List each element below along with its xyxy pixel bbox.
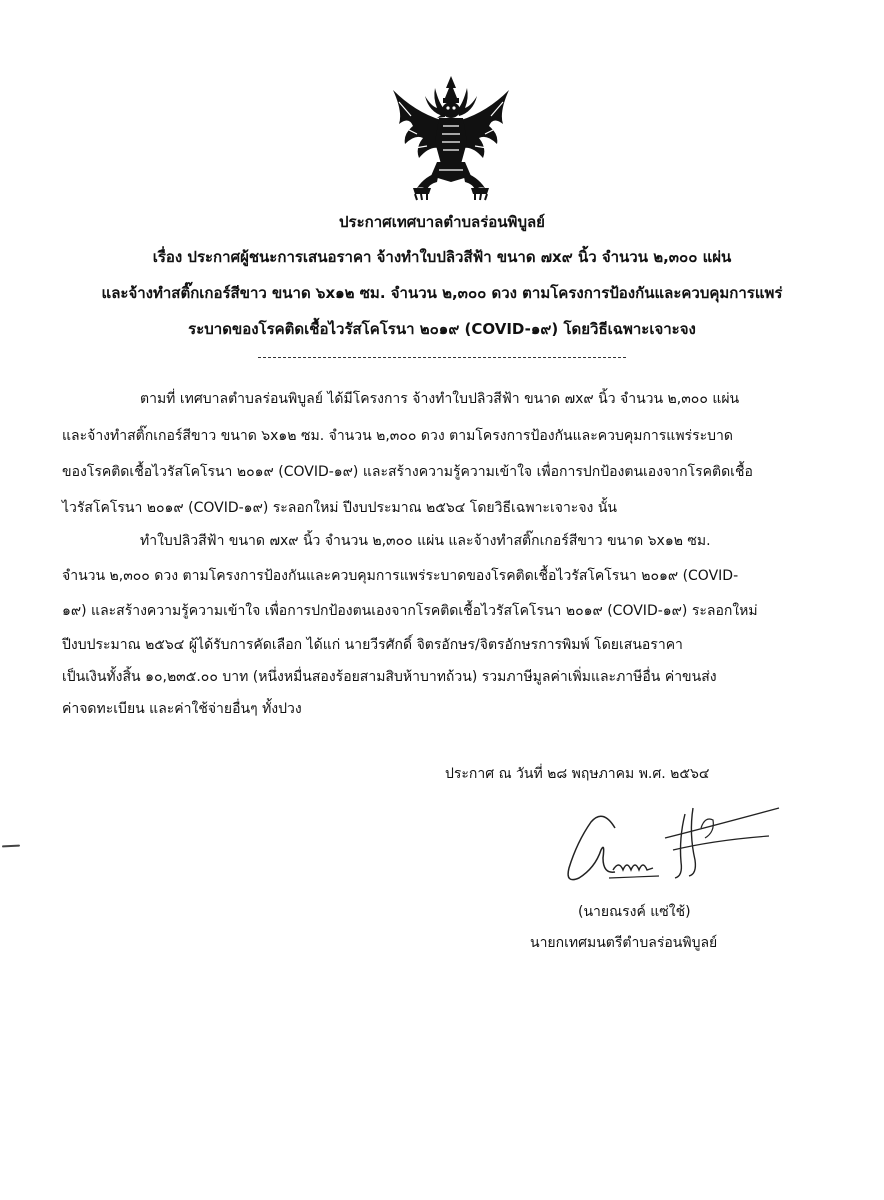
signer-title: นายกเทศมนตรีตำบลร่อนพิบูลย์ [530,935,718,951]
subject-heading-line-2: และจ้างทำสติ๊กเกอร์สีขาว ขนาด ๖x๑๒ ซม. จำนวน ๒,๓๐๐ ดวง ตามโครงการป้องกันและควบคุมการแพร่ [101,284,783,302]
paragraph-1-line: ตามที่ เทศบาลตำบลร่อนพิบูลย์ ได้มีโครงการ จ้างทำใบปลิวสีฟ้า ขนาด ๗x๙ นิ้ว จำนวน ๒,๓๐๐ แผ่น [140,391,740,407]
announcement-date: ประกาศ ณ วันที่ ๒๘ พฤษภาคม พ.ศ. ๒๕๖๔ [445,766,710,782]
divider [258,357,626,358]
scan-edge-mark [2,845,20,848]
handwritten-signature-icon [555,798,785,893]
paragraph-2-line: ค่าจดทะเบียน และค่าใช้จ่ายอื่นๆ ทั้งปวง [62,701,302,717]
paragraph-2-line: เป็นเงินทั้งสิ้น ๑๐,๒๓๕.๐๐ บาท (หนึ่งหมื่นสองร้อยสามสิบห้าบาทถ้วน) รวมภาษีมูลค่าเพิ่มและภาษีอื่น ค่าขนส่ง [62,669,717,685]
paragraph-2-line: ๑๙) และสร้างความรู้ความเข้าใจ เพื่อการปกป้องตนเองจากโรคติดเชื้อไวรัสโคโรนา ๒๐๑๙ (COVID-๑๙) ระลอกใหม่ [62,603,758,619]
garuda-emblem-icon [385,72,517,204]
paragraph-2-line: จำนวน ๒,๓๐๐ ดวง ตามโครงการป้องกันและควบคุมการแพร่ระบาดของโรคติดเชื้อไวรัสโคโรนา ๒๐๑๙ (COVID- [62,568,739,584]
subject-heading-line-3: ระบาดของโรคติดเชื้อไวรัสโคโรนา ๒๐๑๙ (COVID-๑๙) โดยวิธีเฉพาะเจาะจง [188,320,696,338]
subject-heading: เรื่อง ประกาศผู้ชนะการเสนอราคา จ้างทำใบปลิวสีฟ้า ขนาด ๗x๙ นิ้ว จำนวน ๒,๓๐๐ แผ่น [152,248,732,266]
paragraph-1-line: ไวรัสโคโรนา ๒๐๑๙ (COVID-๑๙) ระลอกใหม่ ปีงบประมาณ ๒๕๖๔ โดยวิธีเฉพาะเจาะจง นั้น [62,500,617,516]
paragraph-1-line: และจ้างทำสติ๊กเกอร์สีขาว ขนาด ๖x๑๒ ซม. จำนวน ๒,๓๐๐ ดวง ตามโครงการป้องกันและควบคุมการแพร่ระบาด [62,428,733,444]
agency-heading: ประกาศเทศบาลตำบลร่อนพิบูลย์ [339,213,545,231]
signer-name: (นายณรงค์ แซ่ใช้) [578,904,691,920]
paragraph-1-line: ของโรคติดเชื้อไวรัสโคโรนา ๒๐๑๙ (COVID-๑๙) และสร้างความรู้ความเข้าใจ เพื่อการปกป้องตนเองจากโรคติดเชื้อ [62,464,753,480]
paragraph-2-line: ทำใบปลิวสีฟ้า ขนาด ๗x๙ นิ้ว จำนวน ๒,๓๐๐ แผ่น และจ้างทำสติ๊กเกอร์สีขาว ขนาด ๖x๑๒ ซม. [140,533,711,549]
paragraph-2-line: ปีงบประมาณ ๒๕๖๔ ผู้ได้รับการคัดเลือก ได้แก่ นายวีรศักดิ์ จิตรอักษร/จิตรอักษรการพิมพ์ โดยเสนอราคา [62,637,683,653]
